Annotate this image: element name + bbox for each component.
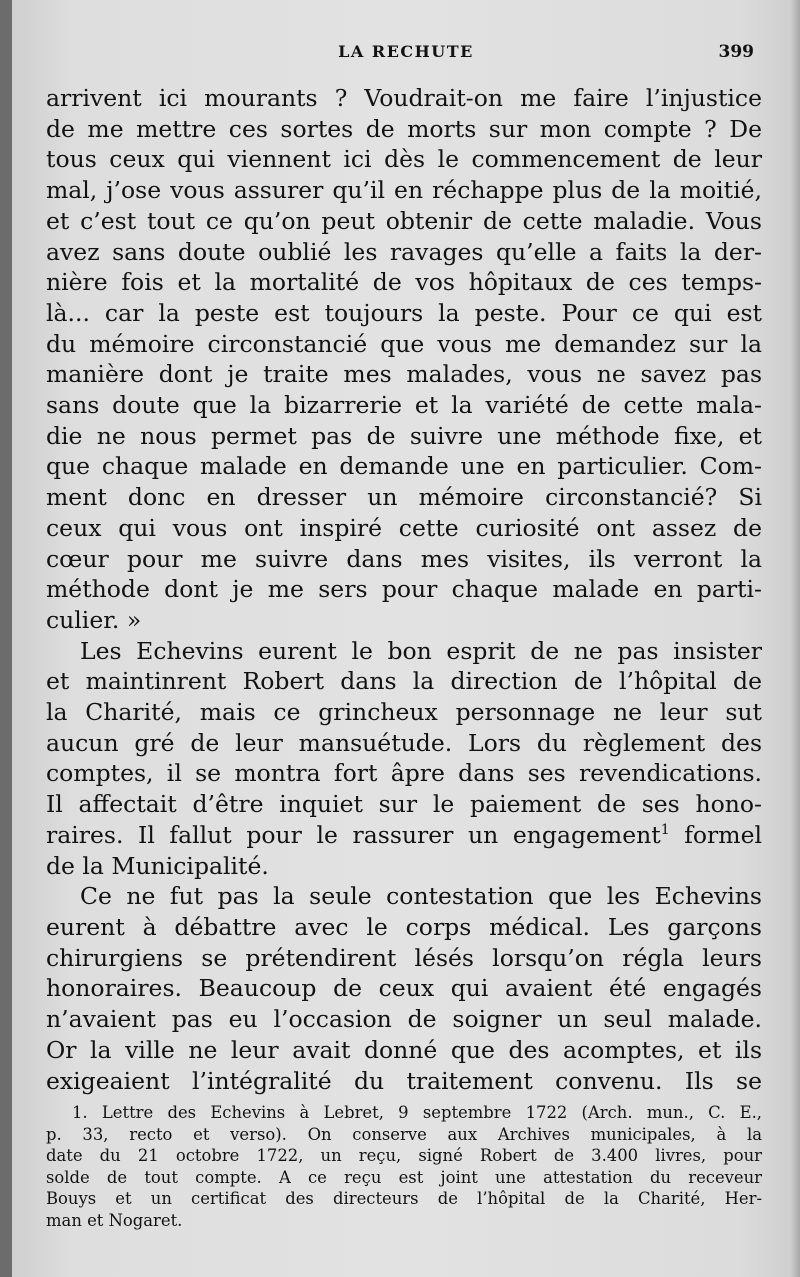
text-line: méthode dont je me sers pour chaque malade en parti- — [46, 575, 762, 604]
paragraph-start-line: Les Echevins eurent le bon esprit de ne pas insister — [80, 636, 762, 665]
text-line: la Charité, mais ce grincheux personnage ne leur sut — [46, 698, 762, 727]
book-page — [12, 0, 800, 1277]
footnote-line: man et Nogaret. — [46, 1210, 183, 1230]
text-line: arrivent ici mourants ? Voudrait-on me faire l’injustice — [46, 84, 762, 112]
text-line: die ne nous permet pas de suivre une méthode fixe, et — [46, 421, 762, 450]
text-line: là... car la peste est toujours la peste. Pour ce qui est — [46, 298, 762, 327]
text-line: du mémoire circonstancié que vous me demandez sur la — [46, 329, 762, 358]
text-line: sans doute que la bizarrerie et la variété de cette mala- — [46, 391, 762, 420]
text-line: mal, j’ose vous assurer qu’il en réchappe plus de la moitié, — [46, 176, 762, 205]
body-text — [46, 83, 762, 1096]
text-line: ment donc en dresser un mémoire circonstancié? Si — [46, 483, 762, 512]
text-line: de me mettre ces sortes de morts sur mon compte ? De — [46, 114, 762, 143]
text-line: cœur pour me suivre dans mes visites, ils verront la — [46, 544, 762, 573]
text-line: que chaque malade en demande une en particulier. Com- — [46, 452, 762, 481]
text-line: nière fois et la mortalité de vos hôpitaux de ces temps- — [46, 268, 762, 297]
text-line: ceux qui vous ont inspiré cette curiosité ont assez de — [46, 513, 762, 542]
footnote-marker: 1 — [660, 822, 670, 839]
text-line: Or la ville ne leur avait donné que des acomptes, et ils — [46, 1035, 762, 1064]
text-line: n’avaient pas eu l’occasion de soigner un seul malade. — [46, 1005, 762, 1034]
footnote-line: 1. Lettre des Echevins à Lebret, 9 septembre 1722 (Arch. mun., C. E., — [72, 1103, 762, 1122]
running-title: LA RECHUTE — [338, 42, 474, 61]
text-segment: formel — [669, 820, 762, 849]
text-line: avez sans doute oublié les ravages qu’elle a faits la der- — [46, 237, 762, 266]
running-head — [46, 42, 766, 66]
text-line: aucun gré de leur mansuétude. Lors du règlement des — [46, 728, 762, 757]
footnotes — [46, 1102, 762, 1232]
text-line-with-footnote — [46, 820, 762, 851]
text-line: de la Municipalité. — [46, 851, 269, 880]
footnote-line: p. 33, recto et verso). On conserve aux Archives municipales, à la — [46, 1124, 762, 1144]
spine-shadow — [790, 0, 800, 1277]
text-line: et maintinrent Robert dans la direction de l’hôpital de — [46, 667, 762, 696]
footnote-line: solde de tout compte. A ce reçu est joint une attestation du receveur — [46, 1167, 762, 1187]
text-segment: raires. Il fallut pour le rassurer un engagement — [46, 820, 661, 849]
page-number: 399 — [718, 42, 754, 62]
text-line: Il affectait d’être inquiet sur le paiement de ses hono- — [46, 790, 762, 819]
text-line: comptes, il se montra fort âpre dans ses revendications. — [46, 759, 762, 788]
paragraph-start-line: Ce ne fut pas la seule contestation que les Echevins — [80, 882, 762, 911]
text-line: eurent à débattre avec le corps médical. Les garçons — [46, 912, 762, 941]
footnote-line: Bouys et un certificat des directeurs de l’hôpital de la Charité, Her- — [46, 1189, 762, 1209]
text-line: culier. » — [46, 605, 142, 634]
text-line: tous ceux qui viennent ici dès le commencement de leur — [46, 145, 762, 174]
text-line: manière dont je traite mes malades, vous ne savez pas — [46, 360, 762, 389]
text-line: honoraires. Beaucoup de ceux qui avaient été engagés — [46, 974, 762, 1003]
text-line: exigeaient l’intégralité du traitement convenu. Ils se — [46, 1066, 762, 1095]
text-line: chirurgiens se prétendirent lésés lorsqu’on régla leurs — [46, 943, 762, 972]
footnote-line: date du 21 octobre 1722, un reçu, signé Robert de 3.400 livres, pour — [46, 1146, 762, 1166]
text-line: et c’est tout ce qu’on peut obtenir de cette maladie. Vous — [46, 206, 762, 235]
